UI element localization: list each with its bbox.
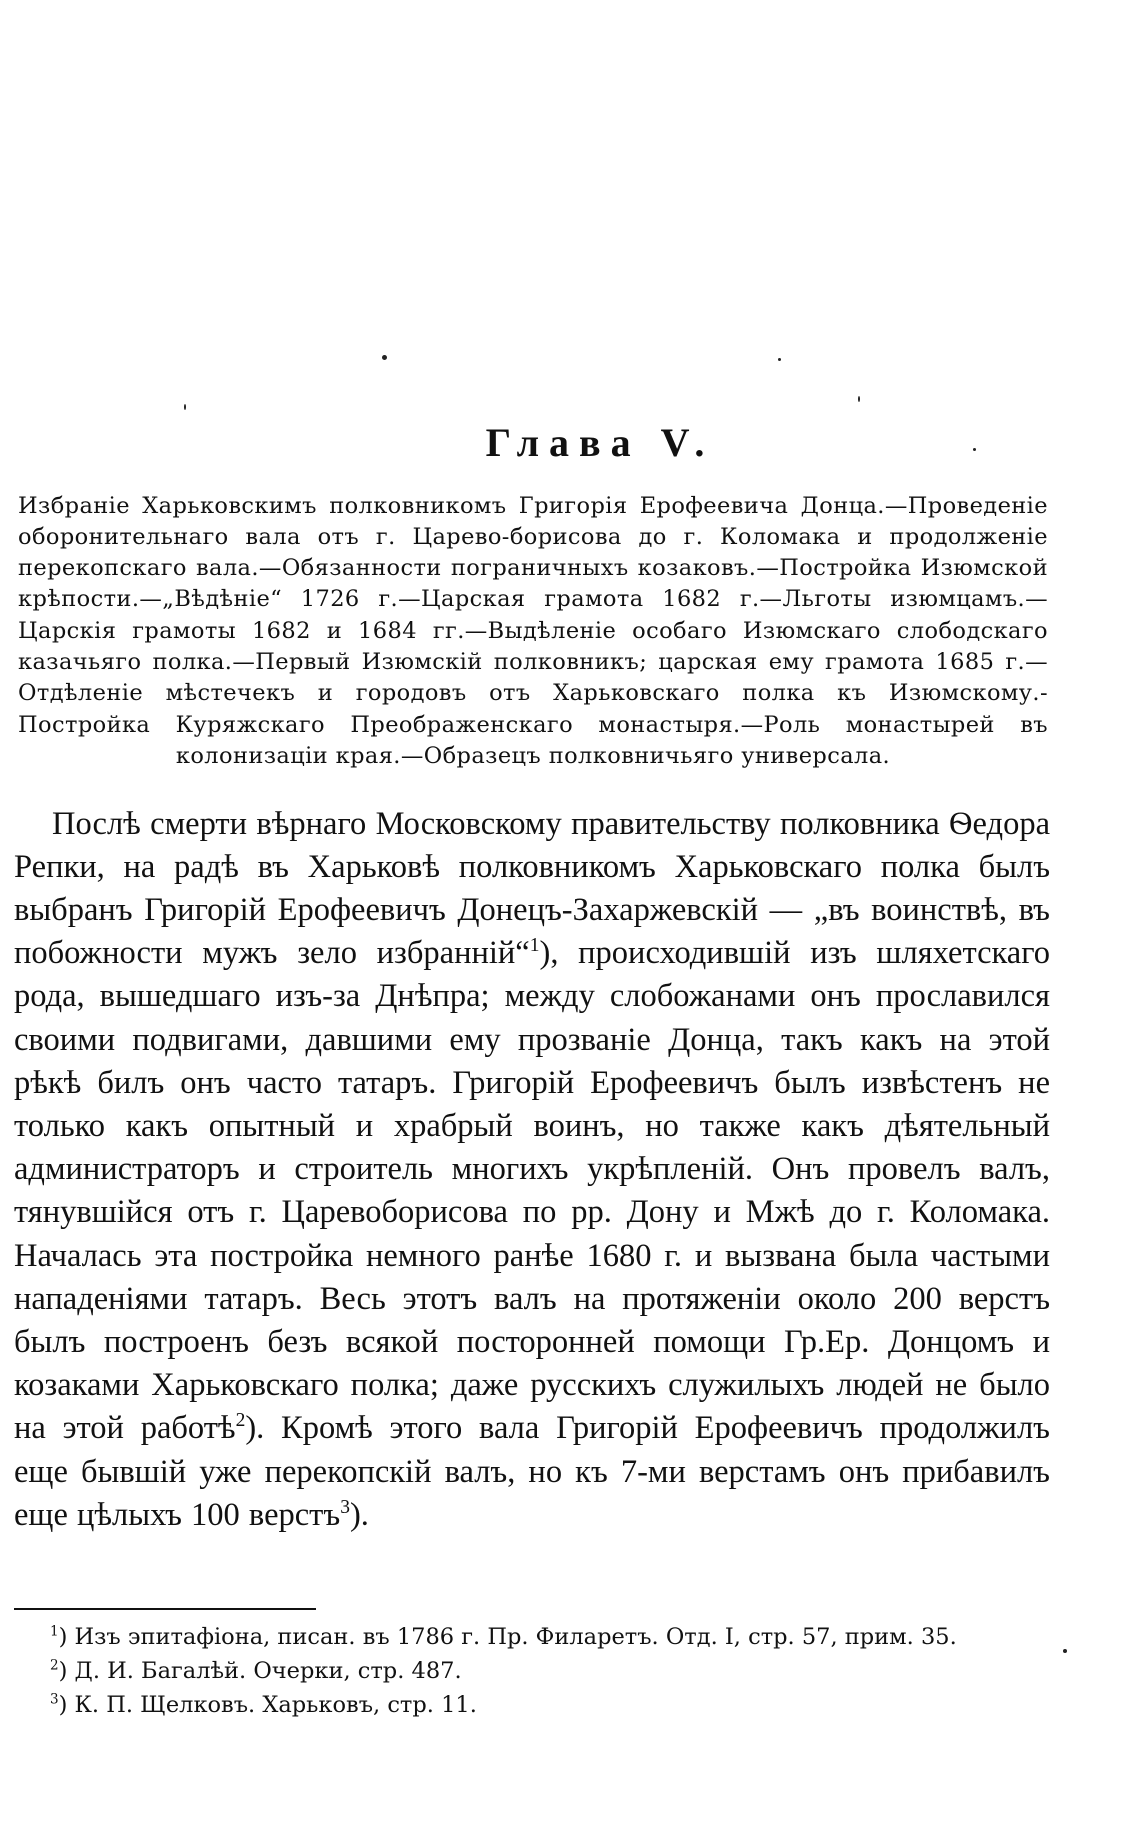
footnote [50, 1688, 1050, 1722]
footnote-text: ) К. П. Щелковъ. Харьковъ, стр. 11. [58, 1692, 477, 1718]
footnote-ref-1: 1 [529, 935, 540, 957]
footnote-mark: 3 [50, 1691, 59, 1708]
print-speck [1063, 1649, 1067, 1653]
footnotes [50, 1620, 1050, 1722]
footnote-text: ) Изъ эпитафіона, писан. въ 1786 г. Пр. Филаретъ. Отд. I, стр. 57, прим. 35. [58, 1624, 957, 1650]
body-text-part-4: ). [349, 1496, 369, 1533]
print-speck [184, 404, 186, 410]
print-speck [778, 358, 781, 361]
body-text-part-2: ), происходившій изъ шляхетскаго рода, вышедшаго изъ-за Днѣпра; между слобожанами онъ прославился своими подвигами, давшими ему прозваніе Донца, такъ какъ на этой рѣкѣ билъ онъ часто татаръ. Григорій Ерофеевичъ былъ извѣстенъ не только какъ опытный и храбрый воинъ, но также какъ дѣятельный администраторъ и строитель многихъ укрѣпленій. Онъ провелъ валъ, тянувшійся отъ г. Царевоборисова по рр. Дону и Мжѣ до г. Коломака. Началась эта постройка немного ранѣе 1680 г. и вызвана была частыми нападеніями татаръ. Весь этотъ валъ на протяженіи около 200 верстъ былъ построенъ безъ всякой посторонней помощи Гр.Ер. Донцомъ и козаками Харьковскаго полка; даже русскихъ служилыхъ людей не было на этой работѣ [14, 935, 1050, 1447]
footnote-mark: 2 [50, 1657, 59, 1674]
body-text-part-1: Послѣ смерти вѣрнаго Московскому правительству полковника Ѳедора Репки, на радѣ въ Харьковѣ полковникомъ Харьковскаго полка былъ выбранъ Григорій Ерофеевичъ Донецъ-Захаржевскій — „въ воинствѣ, въ побожности мужъ зело избранній“ [14, 805, 1050, 972]
footnote-ref-2: 2 [235, 1410, 246, 1432]
chapter-title: Глава V. [485, 419, 715, 465]
footnote-divider [14, 1608, 316, 1610]
footnote [50, 1620, 1050, 1654]
footnote-mark: 1 [50, 1623, 59, 1640]
body-paragraph [14, 803, 1050, 1537]
footnote-ref-3: 3 [340, 1496, 350, 1518]
footnote [50, 1654, 1050, 1688]
print-speck [382, 355, 387, 360]
footnote-text: ) Д. И. Багалѣй. Очерки, стр. 487. [58, 1658, 462, 1684]
print-speck [858, 396, 860, 402]
body-text-part-3: ). Кромѣ этого вала Григорій Ерофеевичъ продолжилъ еще бывшій уже перекопскій валъ, но къ 7-ми верстамъ онъ прибавилъ еще цѣлыхъ 100 верстъ [14, 1410, 1050, 1533]
chapter-summary: Избраніе Харьковскимъ полковникомъ Григорія Ерофеевича Донца.—Проведеніе оборонительнаго вала отъ г. Царево-борисова до г. Коломака и продолженіе перекопскаго вала.—Обязанности пограничныхъ козаковъ.—Постройка Изюмской крѣпости.—„Вѣдѣніе“ 1726 г.—Царская грамота 1682 г.—Льготы изюмцамъ.—Царскія грамоты 1682 и 1684 гг.—Выдѣленіе особаго Изюмскаго слободскаго казачьяго полка.—Первый Изюмскій полковникъ; царская ему грамота 1685 г.—Отдѣленіе мѣстечекъ и городовъ отъ Харьковскаго полка къ Изюмскому.- Постройка Куряжскаго Преображенскаго монастыря.—Роль монастырей въ колонизаціи края.—Образецъ полковничьяго универсала. [18, 492, 1048, 769]
